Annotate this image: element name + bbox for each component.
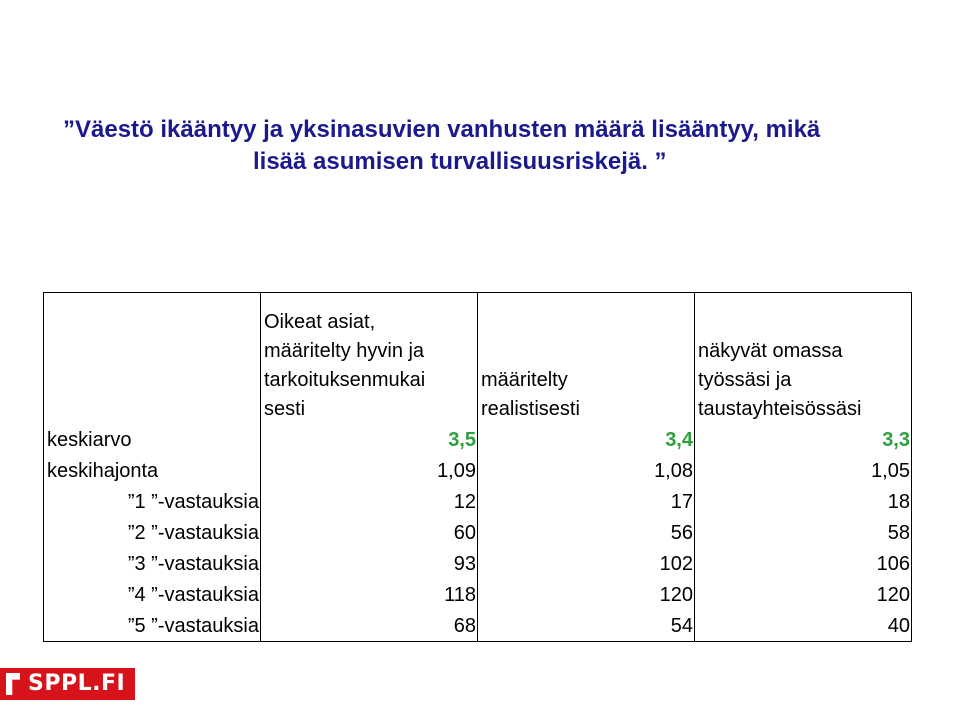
header-empty-cell bbox=[44, 293, 261, 425]
row-label: ”3 ”-vastauksia bbox=[44, 548, 261, 579]
sppl-logo bbox=[0, 668, 135, 700]
header-line: Oikeat asiat, bbox=[264, 311, 376, 333]
table-cell: 118 bbox=[261, 579, 478, 610]
header-line: näkyvät omassa bbox=[698, 340, 843, 362]
header-line: määritelty bbox=[481, 369, 568, 391]
header-line: tarkoituksenmukai bbox=[264, 369, 426, 391]
row-label: ”4 ”-vastauksia bbox=[44, 579, 261, 610]
table-row bbox=[44, 517, 912, 548]
header-visible bbox=[695, 293, 912, 425]
table-row bbox=[44, 548, 912, 579]
table-cell: 18 bbox=[695, 486, 912, 517]
table-cell: 1,05 bbox=[695, 455, 912, 486]
table-cell: 68 bbox=[261, 610, 478, 642]
table-cell: 106 bbox=[695, 548, 912, 579]
table-row bbox=[44, 455, 912, 486]
slide-title-line-2: lisää asumisen turvallisuusriskejä. ” bbox=[253, 148, 667, 175]
table-cell: 3,4 bbox=[478, 424, 695, 455]
statistics-table bbox=[43, 292, 912, 642]
table-cell: 1,09 bbox=[261, 455, 478, 486]
table-cell: 17 bbox=[478, 486, 695, 517]
table-row bbox=[44, 424, 912, 455]
row-label: keskihajonta bbox=[44, 455, 261, 486]
table-cell: 93 bbox=[261, 548, 478, 579]
row-label: ”2 ”-vastauksia bbox=[44, 517, 261, 548]
table-cell: 60 bbox=[261, 517, 478, 548]
table-cell: 120 bbox=[478, 579, 695, 610]
header-realistic bbox=[478, 293, 695, 425]
header-line: määritelty hyvin ja bbox=[264, 340, 425, 362]
header-line: sesti bbox=[264, 398, 306, 420]
table-cell: 40 bbox=[695, 610, 912, 642]
header-line: taustayhteisössäsi bbox=[698, 398, 862, 420]
logo-mark-icon bbox=[6, 673, 20, 695]
row-label: keskiarvo bbox=[44, 424, 261, 455]
table-cell: 102 bbox=[478, 548, 695, 579]
header-line: työssäsi ja bbox=[698, 369, 792, 391]
table-cell: 54 bbox=[478, 610, 695, 642]
table-row bbox=[44, 486, 912, 517]
logo-text: SPPL.FI bbox=[28, 671, 126, 696]
table-cell: 3,3 bbox=[695, 424, 912, 455]
table-row bbox=[44, 579, 912, 610]
table-cell: 3,5 bbox=[261, 424, 478, 455]
table-row bbox=[44, 610, 912, 642]
table-cell: 56 bbox=[478, 517, 695, 548]
header-line: realistisesti bbox=[481, 398, 580, 420]
header-row bbox=[44, 293, 912, 425]
slide-title bbox=[63, 114, 923, 178]
row-label: ”5 ”-vastauksia bbox=[44, 610, 261, 642]
table-cell: 1,08 bbox=[478, 455, 695, 486]
table-cell: 120 bbox=[695, 579, 912, 610]
slide-title-line-1: ”Väestö ikääntyy ja yksinasuvien vanhusten määrä lisääntyy, mikä bbox=[63, 116, 821, 143]
table-cell: 12 bbox=[261, 486, 478, 517]
row-label: ”1 ”-vastauksia bbox=[44, 486, 261, 517]
header-correct-things bbox=[261, 293, 478, 425]
table-cell: 58 bbox=[695, 517, 912, 548]
